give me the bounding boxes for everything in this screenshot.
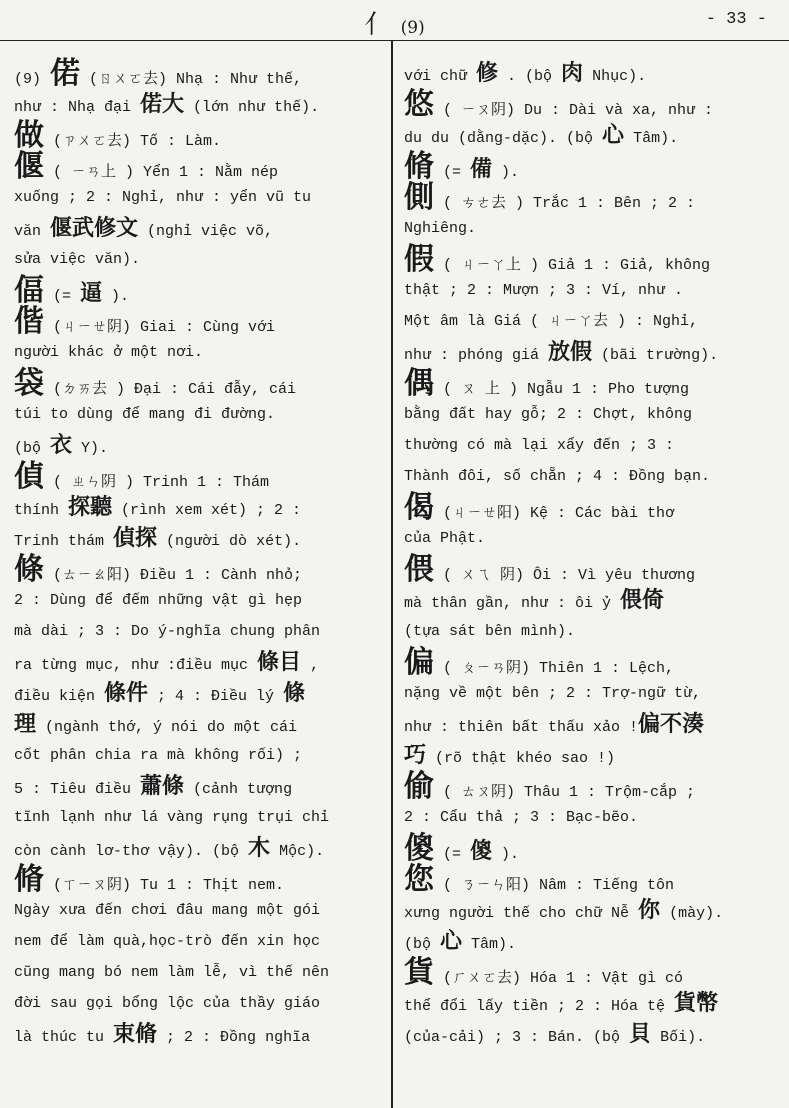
headword-character: 偷 [404,769,434,804]
entry-line [14,58,386,89]
entry-text: Trinh thám [14,533,114,550]
entry-line [404,647,780,678]
chinese-characters: 偏不湊 [638,711,705,737]
entry-text: ( ㄘㄜ去 ) Trắc 1 : Bên ; 2 : [434,195,696,212]
entry-text: còn cành lơ-thơ vậy). (bộ [14,843,249,860]
entry-text: thường có mà lại xẩy đến ; 3 : [404,437,675,454]
chinese-characters: 貨幣 [674,990,719,1016]
chinese-characters: 束脩 [113,1021,158,1047]
entry-line [14,771,386,802]
entry-line [14,616,386,647]
entry-text: (rình xem xét) ; 2 : [112,502,302,519]
column-divider [391,40,393,1108]
headword-character: 偶 [404,366,434,401]
entry-line [14,430,386,461]
chinese-characters: 心 [602,122,625,148]
entry-text: người khác ở một nơi. [14,344,204,361]
headword-character: 脩 [14,862,44,897]
entry-text: Thành đôi, số chẵn ; 4 : Đồng bạn. [404,468,711,485]
entry-line [14,709,386,740]
entry-text: thể đổi lấy tiền ; 2 : Hóa tệ [404,998,675,1015]
entry-text: ( ㄡ 上 ) Ngẫu 1 : Pho tượng [434,381,690,398]
headword-character: 偵 [14,459,44,494]
headword-character: 袋 [14,366,44,401]
entry-line [14,740,386,771]
chinese-characters: 逼 [80,280,103,306]
entry-text: mà thân gần, như : ôi ỷ [404,595,621,612]
page-number: - 33 - [705,10,767,29]
entry-text: cũng mang bó nem làm lễ, vì thế nên [14,964,330,981]
entry-line [14,492,386,523]
entry-text: ( ㄨㄟ 阴) Ôi : Vì yêu thương [434,567,696,584]
entry-text: văn [14,223,51,240]
entry-text: Y). [72,440,109,457]
stroke-count: (9) [400,18,425,38]
entry-text: ; 4 : Điều lý [148,688,284,705]
entry-line [404,58,780,89]
entry-text: (bộ [404,936,441,953]
entry-line [14,554,386,585]
chinese-characters: 木 [248,835,271,861]
entry-text: Nghiêng. [404,220,477,237]
entry-text: Tâm). [462,936,517,953]
headword-character: 脩 [404,149,434,184]
entry-text: túi to dùng để mang đi đường. [14,406,276,423]
entry-line [404,554,780,585]
headword-character: 做 [14,118,44,153]
entry-line [404,833,780,864]
chinese-characters: 衣 [50,432,73,458]
entry-line [404,430,780,461]
entry-line [14,182,386,213]
entry-line [14,461,386,492]
entry-text: (9) [14,71,51,88]
chinese-characters: 貝 [629,1021,652,1047]
entry-text: (bãi trường). [592,347,719,364]
entry-text: như : thiên bất thấu xảo ! [404,719,639,736]
entry-line [404,740,780,771]
chinese-characters: 探聽 [68,494,113,520]
entry-text: ( ㄧㄡ阴) Du : Dài và xa, như : [434,102,714,119]
entry-text: (ㄊㄧㄠ阳) Điều 1 : Cành nhỏ; [44,567,303,584]
headword-character: 傻 [404,831,434,866]
entry-text: bằng đất hay gỗ; 2 : Chợt, không [404,406,693,423]
headword-character: 偈 [404,490,434,525]
headword-character: 貨 [404,955,434,990]
entry-line [404,151,780,182]
chinese-characters: 蕭條 [140,773,185,799]
entry-line [14,988,386,1019]
entry-line [14,523,386,554]
headword-character: 條 [14,552,44,587]
entry-text: thật ; 2 : Mượn ; 3 : Ví, như . [404,282,684,299]
chinese-characters: 肉 [561,60,584,86]
entry-text: ( ㄓㄣ阴 ) Trinh 1 : Thám [44,474,270,491]
entry-text: xuống ; 2 : Nghỉ, như : yển vũ tu [14,189,312,206]
entry-text: (= [434,846,471,863]
chinese-characters: 偵探 [113,525,158,551]
entry-line [404,213,780,244]
entry-line [14,833,386,864]
entry-text: Ngày xưa đến chơi đâu mang một gói [14,902,321,919]
chinese-characters: 條目 [257,649,302,675]
entry-line [404,585,780,616]
headword-character: 側 [404,180,434,215]
entry-line [404,771,780,802]
entry-line [14,1019,386,1050]
entry-line [404,492,780,523]
entry-text: điều kiện [14,688,105,705]
entry-text: nem để làm quà,học-trò đến xin học [14,933,321,950]
entry-text: (ㄗㄨㄛ去) Tố : Làm. [44,133,222,150]
entry-line [14,895,386,926]
entry-text: Tâm). [624,130,679,147]
entry-text: (mày). [660,905,724,922]
entry-line [404,368,780,399]
chinese-characters: 偃武修文 [50,215,139,241]
entry-text: . (bộ [498,68,562,85]
headword-character: 偪 [14,273,44,308]
entry-text: (ngành thớ, ý nói do một cái [36,719,298,736]
entry-line [404,244,780,275]
entry-line [14,89,386,120]
entry-line [14,864,386,895]
entry-text: (cảnh tượng [184,781,293,798]
entry-text: xưng người thế cho chữ Nễ [404,905,639,922]
entry-text: ra từng mục, như :điều mục [14,657,258,674]
entry-text: 2 : Cẩu thả ; 3 : Bạc-bẽo. [404,809,639,826]
entry-line [404,306,780,337]
headword-character: 偎 [404,552,434,587]
running-head [0,4,789,41]
entry-text: cốt phân chia ra mà không rối) ; [14,747,303,764]
entry-text: (của-cải) ; 3 : Bán. (bộ [404,1029,630,1046]
entry-line [404,678,780,709]
entry-line [404,926,780,957]
entry-text: (lớn như thế). [184,99,320,116]
entry-text: 2 : Dùng để đếm những vật gì hẹp [14,592,303,609]
entry-line [404,616,780,647]
entry-line [14,802,386,833]
entry-text: (ㄒㄧㄡ阴) Tu 1 : Thịt nem. [44,877,285,894]
entry-line [404,120,780,151]
entry-line [404,709,780,740]
radical-heading: 亻 [364,10,391,40]
entry-line [14,306,386,337]
left-column [14,58,386,1050]
chinese-characters: 傻 [470,838,493,864]
entry-text: (người dò xét). [157,533,302,550]
entry-line [404,802,780,833]
chinese-characters: 條件 [104,680,149,706]
entry-line [14,120,386,151]
entry-text: ( ㄧㄢ上 ) Yển 1 : Nằm nép [44,164,279,181]
entry-line [404,182,780,213]
headword-character: 假 [404,242,434,277]
chinese-characters: 放假 [548,339,593,365]
entry-line [404,523,780,554]
entry-text: tĩnh lạnh như lá vàng rụng trụi chỉ [14,809,330,826]
entry-line [404,337,780,368]
entry-text: (nghỉ việc võ, [138,223,274,240]
entry-text: ). [492,164,520,181]
entry-line [14,647,386,678]
entry-text: như : Nhạ đại [14,99,141,116]
headword-character: 偃 [14,149,44,184]
entry-text: ( ㄆㄧㄢ阴) Thiên 1 : Lệch, [434,660,675,677]
entry-line [14,585,386,616]
entry-line [404,1019,780,1050]
entry-line [404,399,780,430]
entry-text: du du (dằng-dặc). (bộ [404,130,603,147]
page-header [0,0,789,41]
entry-text: (ㄖㄨㄛ去) Nhạ : Như thế, [80,71,303,88]
entry-line [14,213,386,244]
entry-line [404,957,780,988]
entry-text: , [301,657,320,674]
entry-line [404,988,780,1019]
entry-text: (rõ thật khéo sao !) [426,750,616,767]
entry-text: (bộ [14,440,51,457]
chinese-characters: 偌大 [140,91,185,117]
entry-text: nặng về một bên ; 2 : Trợ-ngữ từ, [404,685,702,702]
entry-text: Nhục). [583,68,647,85]
headword-character: 您 [404,862,434,897]
entry-text: sửa việc văn). [14,251,141,268]
chinese-characters: 你 [638,897,661,923]
entry-text: Mộc). [270,843,325,860]
entry-text: ). [102,288,130,305]
entry-line [404,89,780,120]
entry-text: 5 : Tiêu điều [14,781,141,798]
entry-text: (ㄏㄨㄛ去) Hóa 1 : Vật gì có [434,970,684,987]
chinese-characters: 巧 [404,742,427,768]
entry-text: (tựa sát bên mình). [404,623,576,640]
entry-text: như : phóng giá [404,347,549,364]
entry-text: ( ㄐㄧㄚ上 ) Giả 1 : Giả, không [434,257,711,274]
entry-text: là thúc tu [14,1029,114,1046]
chinese-characters: 偎倚 [620,587,665,613]
chinese-characters: 條 [283,680,306,706]
entry-text: ( ㄊㄡ阴) Thâu 1 : Trộm-cắp ; [434,784,696,801]
entry-line [404,275,780,306]
entry-line [404,895,780,926]
entry-line [14,399,386,430]
chinese-characters: 備 [470,156,493,182]
headword-character: 偕 [14,304,44,339]
entry-line [14,678,386,709]
entry-text: (ㄐㄧㄝ阴) Giai : Cùng với [44,319,276,336]
entry-text: Bối). [651,1029,706,1046]
entry-text: (= [44,288,81,305]
entry-text: của Phật. [404,530,486,547]
entry-text: ( ㄋㄧㄣ阳) Nâm : Tiếng tôn [434,877,675,894]
entry-text: mà dài ; 3 : Do ý-nghĩa chung phân [14,623,321,640]
headword-character: 悠 [404,87,434,122]
entry-text: (ㄉㄞ去 ) Đại : Cái đẫy, cái [44,381,297,398]
entry-line [404,864,780,895]
entry-text: với chữ [404,68,477,85]
entry-text: (= [434,164,471,181]
entry-line [404,461,780,492]
chinese-characters: 理 [14,711,37,737]
entry-text: thính [14,502,69,519]
entry-text: ; 2 : Đồng nghĩa [157,1029,311,1046]
entry-line [14,368,386,399]
entry-line [14,151,386,182]
entry-text: đời sau gọi bổng lộc của thầy giáo [14,995,321,1012]
entry-line [14,244,386,275]
entry-line [14,926,386,957]
chinese-characters: 心 [440,928,463,954]
headword-character: 偏 [404,645,434,680]
entry-text: ). [492,846,520,863]
entry-text: Một âm là Giá ( ㄐㄧㄚ去 ) : Nghỉ, [404,313,699,330]
headword-character: 偌 [50,56,81,91]
entry-line [14,275,386,306]
chinese-characters: 修 [476,60,499,86]
entry-line [14,337,386,368]
entry-line [14,957,386,988]
right-column [404,58,780,1050]
entry-text: (ㄐㄧㄝ阳) Kệ : Các bài thơ [434,505,675,522]
